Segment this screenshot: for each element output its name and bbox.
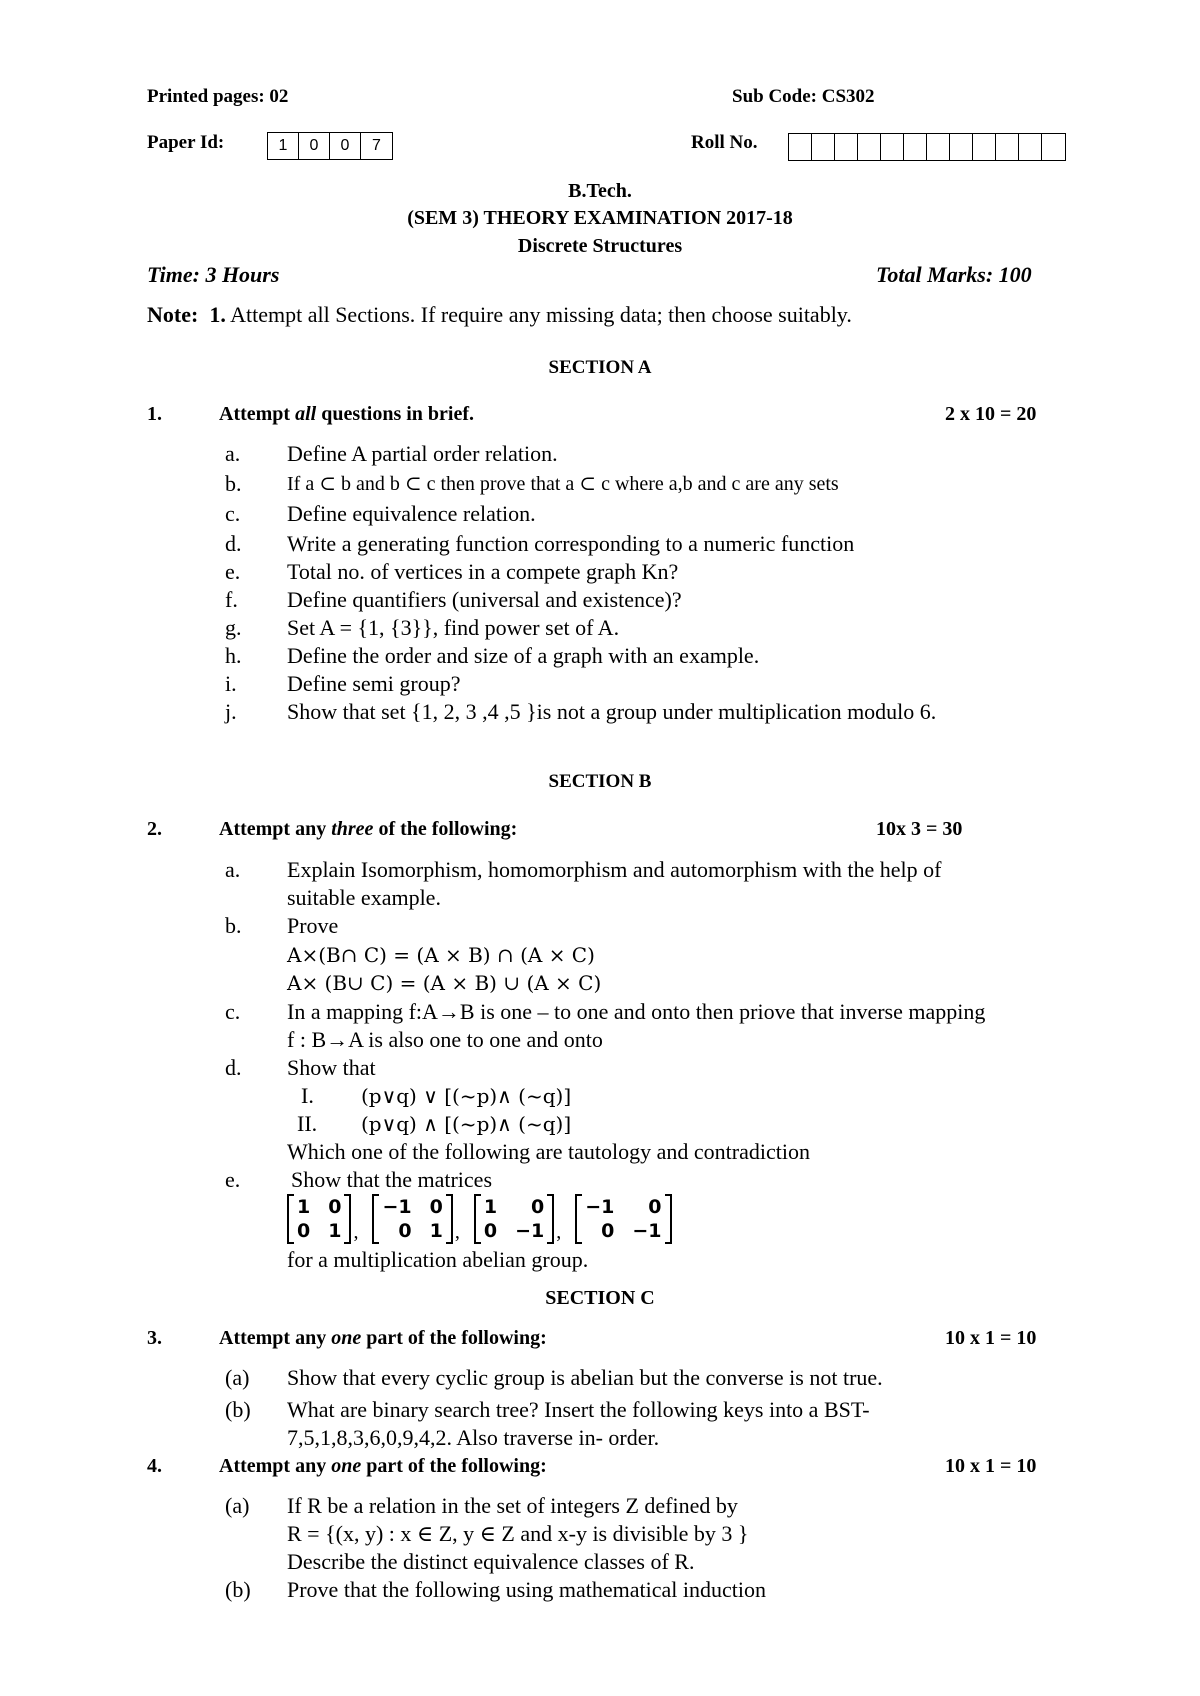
subject-title: Discrete Structures: [517, 235, 683, 257]
sub-code: Sub Code: CS302: [732, 86, 875, 107]
matrix: −1 0 0 −1: [575, 1194, 671, 1244]
time: Time: 3 Hours: [147, 262, 280, 287]
exam-title: (SEM 3) THEORY EXAMINATION 2017-18: [407, 207, 793, 229]
q2-marks: 10x 3 = 30: [876, 818, 963, 840]
note-text: Attempt all Sections. If require any missing data; then choose suitably.: [230, 302, 852, 327]
q3-number: 3.: [147, 1327, 162, 1349]
section-b-title: SECTION B: [548, 771, 652, 792]
total-marks: Total Marks: 100: [876, 262, 1032, 287]
paper-id-digit: 7: [372, 137, 381, 154]
matrix: −1 0 0 1 ,: [372, 1194, 459, 1244]
section-c-title: SECTION C: [545, 1287, 655, 1309]
q3-marks: 10 x 1 = 10: [945, 1327, 1037, 1349]
q1-instruction: Attempt all questions in brief.: [219, 403, 475, 425]
note: [147, 302, 852, 328]
degree: B.Tech.: [568, 180, 632, 202]
matrix: 1 0 0 −1 ,: [474, 1194, 561, 1244]
matrix: 1 0 0 1 ,: [287, 1194, 358, 1244]
paper-id-digit: 0: [299, 133, 330, 159]
q2-instruction: Attempt any three of the following:: [219, 818, 518, 840]
paper-id-label: Paper Id:: [147, 132, 225, 153]
matrices: [287, 1194, 686, 1244]
q3-instruction: Attempt any one part of the following:: [219, 1327, 547, 1349]
q1-marks: 2 x 10 = 20: [945, 403, 1037, 425]
printed-pages: Printed pages: 02: [147, 86, 289, 107]
note-label: Note:: [147, 302, 199, 327]
roll-no-box: [788, 133, 1066, 161]
q4-instruction: Attempt any one part of the following:: [219, 1455, 547, 1477]
section-a-title: SECTION A: [548, 357, 652, 378]
note-num: 1.: [209, 302, 226, 327]
roll-no-label: Roll No.: [691, 132, 758, 153]
q4-number: 4.: [147, 1455, 162, 1477]
paper-id-box: [267, 132, 393, 160]
q2-number: 2.: [147, 818, 162, 840]
q1-number: 1.: [147, 403, 162, 425]
paper-id-digit: 1: [268, 133, 299, 159]
paper-id-digit: 0: [330, 133, 361, 159]
q4-marks: 10 x 1 = 10: [945, 1455, 1037, 1477]
